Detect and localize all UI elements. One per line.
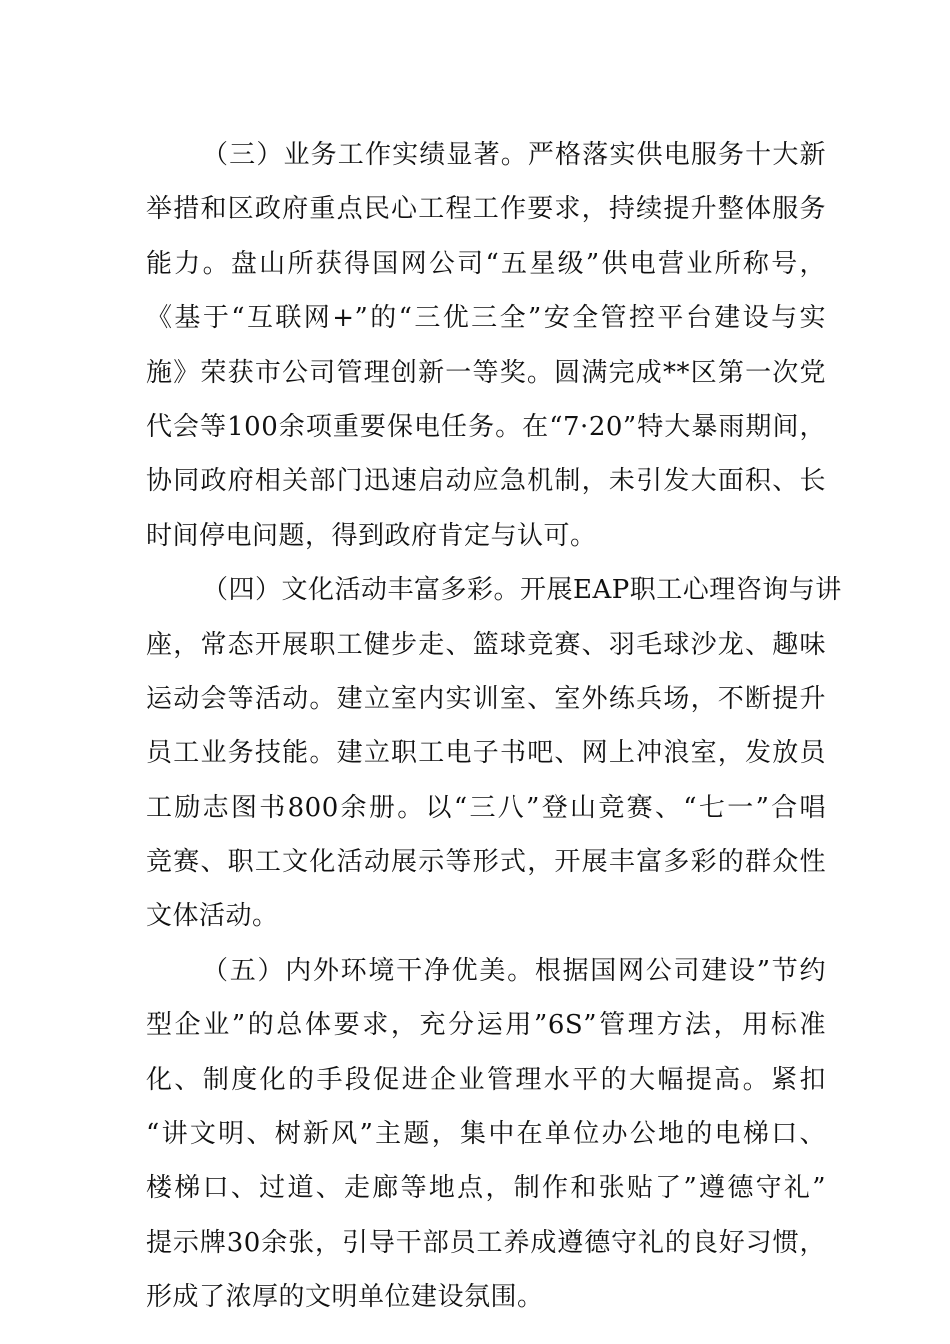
paragraph-line: 员工业务技能。建立职工电子书吧、网上冲浪室，发放员 — [146, 738, 826, 769]
paragraph-line: 举措和区政府重点民心工程工作要求，持续提升整体服务 — [146, 194, 826, 225]
document-body — [146, 128, 842, 1325]
paragraph-line: 化、制度化的手段促进企业管理水平的大幅提高。紧扣 — [146, 1064, 826, 1095]
paragraph-line: 座，常态开展职工健步走、篮球竞赛、羽毛球沙龙、趣味 — [146, 629, 826, 660]
paragraph-line: 提示牌30余张，引导干部员工养成遵德守礼的良好习惯， — [146, 1227, 826, 1258]
paragraph-line: （五）内外环境干净优美。根据国网公司建设”节约 — [202, 955, 826, 986]
paragraph-line: 形成了浓厚的文明单位建设氛围。 — [146, 1282, 544, 1313]
paragraph-line: “讲文明、树新风”主题，集中在单位办公地的电梯口、 — [146, 1119, 826, 1150]
paragraph-line: 时间停电问题，得到政府肯定与认可。 — [146, 520, 597, 551]
paragraph-line: （三）业务工作实绩显著。严格落实供电服务十大新 — [202, 140, 826, 170]
paragraph-line: 施》荣获市公司管理创新一等奖。圆满完成**区第一次党 — [146, 357, 826, 388]
paragraph-section-4 — [146, 563, 842, 944]
paragraph-line: （四）文化活动丰富多彩。开展EAP职工心理咨询与讲 — [202, 575, 842, 606]
paragraph-line: 《基于“互联网+”的“三优三全”安全管控平台建设与实 — [146, 303, 826, 334]
paragraph-line: 型企业”的总体要求，充分运用”6S”管理方法，用标准 — [146, 1010, 826, 1041]
paragraph-line: 楼梯口、过道、走廊等地点，制作和张贴了”遵德守礼” — [146, 1173, 826, 1204]
paragraph-section-5 — [146, 944, 826, 1325]
paragraph-line: 运动会等活动。建立室内实训室、室外练兵场，不断提升 — [146, 683, 826, 714]
paragraph-line: 协同政府相关部门迅速启动应急机制，未引发大面积、长 — [146, 466, 826, 497]
paragraph-line: 能力。盘山所获得国网公司“五星级”供电营业所称号， — [146, 248, 826, 279]
paragraph-line: 代会等100余项重要保电任务。在“7·20”特大暴雨期间， — [146, 411, 826, 442]
paragraph-line: 工励志图书800余册。以“三八”登山竞赛、“七一”合唱 — [146, 792, 826, 823]
paragraph-line: 竞赛、职工文化活动展示等形式，开展丰富多彩的群众性 — [146, 847, 826, 878]
paragraph-section-3 — [146, 128, 826, 563]
paragraph-line: 文体活动。 — [146, 901, 279, 932]
